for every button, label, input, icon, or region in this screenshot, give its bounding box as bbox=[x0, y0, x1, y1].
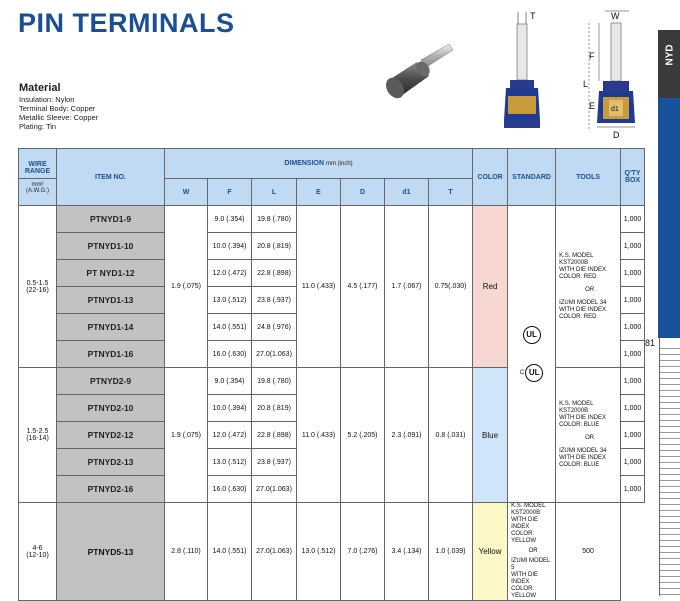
item-no: PTNYD2-16 bbox=[57, 476, 165, 503]
wire-range: 0.5-1.5 bbox=[26, 279, 49, 287]
dim-d: 4.5 (.177) bbox=[341, 206, 385, 368]
table-row bbox=[19, 503, 645, 601]
item-no: PTNYD1-14 bbox=[57, 314, 165, 341]
dim-d1: 2.3 (.091) bbox=[385, 368, 429, 503]
spec-table bbox=[18, 148, 645, 601]
material-line: Metallic Sleeve: Copper bbox=[19, 113, 99, 122]
item-no: PTNYD2-10 bbox=[57, 395, 165, 422]
dim-f: 12.0 (.472) bbox=[208, 422, 252, 449]
dim-e: 11.0 (.433) bbox=[297, 206, 341, 368]
item-no: PTNYD1-13 bbox=[57, 287, 165, 314]
side-tab-nyd bbox=[658, 30, 680, 98]
dim-l: 27.0(1.063) bbox=[252, 341, 297, 368]
page-ruler bbox=[660, 348, 680, 596]
item-no: PTNYD2-9 bbox=[57, 368, 165, 395]
item-no: PTNYD2-13 bbox=[57, 449, 165, 476]
ul-logo: UL bbox=[523, 326, 541, 344]
qty: 1,000 bbox=[621, 206, 645, 233]
page-number: 81 bbox=[645, 338, 656, 348]
dim-d-label: D bbox=[613, 130, 620, 140]
terminal-side-diagram bbox=[500, 8, 570, 133]
dim-d: 5.2 (.205) bbox=[341, 368, 385, 503]
dim-f: 13.0 (.512) bbox=[208, 449, 252, 476]
header-tools: TOOLS bbox=[556, 149, 621, 206]
cul-ul: UL bbox=[525, 364, 543, 382]
qty: 1,000 bbox=[621, 449, 645, 476]
dim-l: 23.8 (.937) bbox=[252, 449, 297, 476]
tools-cell: K.S. MODEL KST2000B WITH DIE INDEX COLOR: BLUE OR IZUMI MODEL 34 WITH DIE INDEX COLOR: BLUE bbox=[556, 368, 621, 503]
terminal-front-diagram bbox=[585, 5, 655, 140]
qty: 1,000 bbox=[621, 260, 645, 287]
dim-l: 19.8 (.780) bbox=[252, 206, 297, 233]
qty: 1,000 bbox=[621, 314, 645, 341]
header-color: COLOR bbox=[473, 149, 508, 206]
dim-e: 11.0 (.433) bbox=[297, 368, 341, 503]
dim-f: 13.0 (.512) bbox=[208, 287, 252, 314]
header-qty: Q'TY BOX bbox=[621, 149, 645, 206]
item-no: PTNYD1-9 bbox=[57, 206, 165, 233]
dim-l: 20.8 (.819) bbox=[252, 395, 297, 422]
item-no: PT NYD1-12 bbox=[57, 260, 165, 287]
table-row bbox=[19, 206, 645, 233]
dim-w: 2.8 (.110) bbox=[165, 503, 208, 601]
dim-t: 0.75(.030) bbox=[429, 206, 473, 368]
dim-e-label: E bbox=[589, 101, 596, 111]
dim-w: 1.9 (.075) bbox=[165, 206, 208, 368]
cul-logo bbox=[520, 364, 543, 382]
dim-l-label: L bbox=[583, 79, 589, 89]
material-info bbox=[19, 82, 98, 131]
dim-l: 27.0(1.063) bbox=[252, 503, 297, 601]
color-cell: Yellow bbox=[473, 503, 508, 601]
material-heading: Material bbox=[19, 82, 61, 94]
pin-terminal-image bbox=[383, 38, 463, 113]
material-line: Insulation: Nylon bbox=[19, 95, 75, 104]
item-no: PTNYD5-13 bbox=[57, 503, 165, 601]
dim-f-label: F bbox=[589, 51, 595, 61]
header-dimension-label: DIMENSION bbox=[284, 160, 325, 167]
side-color-bar bbox=[658, 98, 680, 338]
tools-cell: K.S. MODEL KST2000B WITH DIE INDEX COLOR: RED OR IZUMI MODEL 34 WITH DIE INDEX COLOR: RED bbox=[556, 206, 621, 368]
header-dimension-unit: mm (inch) bbox=[326, 161, 353, 167]
dim-l: 24.8 (.976) bbox=[252, 314, 297, 341]
tools-cell: K.S. MODEL KST2000B WITH DIE INDEX COLOR: YELLOW OR IZUMI MODEL 5 WITH DIE INDEX COLOR: YELLOW bbox=[508, 503, 556, 601]
header-wire-awg: (A.W.G.) bbox=[26, 187, 49, 194]
header-t: T bbox=[429, 179, 473, 206]
qty: 1,000 bbox=[621, 395, 645, 422]
qty: 500 bbox=[556, 503, 621, 601]
wire-range: 4-6 bbox=[32, 544, 43, 552]
dim-f: 16.0 (.630) bbox=[208, 476, 252, 503]
dim-d1-label: d1 bbox=[611, 106, 619, 113]
qty: 1,000 bbox=[621, 341, 645, 368]
qty: 1,000 bbox=[621, 287, 645, 314]
header-standard: STANDARD bbox=[508, 149, 556, 206]
dim-l: 20.8 (.819) bbox=[252, 233, 297, 260]
cul-c: C bbox=[519, 370, 525, 376]
dim-l: 19.8 (.780) bbox=[252, 368, 297, 395]
wire-range: 1.5-2.5 bbox=[26, 428, 49, 435]
standard-cell bbox=[508, 206, 556, 503]
dim-w: 1.9 (.075) bbox=[165, 368, 208, 503]
item-no: PTNYD1-16 bbox=[57, 341, 165, 368]
header-wire-range-label: WIRE RANGE bbox=[24, 160, 51, 175]
dim-d: 7.0 (.276) bbox=[341, 503, 385, 601]
header-f: F bbox=[208, 179, 252, 206]
page-title: PIN TERMINALS bbox=[18, 8, 235, 38]
dim-f: 9.0 (.354) bbox=[208, 368, 252, 395]
dim-f: 14.0 (.551) bbox=[208, 503, 252, 601]
wire-awg: (22-16) bbox=[26, 286, 49, 294]
wire-range-cell bbox=[19, 368, 57, 503]
dim-t: 1.0 (.039) bbox=[429, 503, 473, 601]
color-cell: Blue bbox=[473, 368, 508, 503]
dim-f: 12.0 (.472) bbox=[208, 260, 252, 287]
dim-l: 22.8 (.898) bbox=[252, 260, 297, 287]
dim-l: 27.0(1.063) bbox=[252, 476, 297, 503]
qty: 1,000 bbox=[621, 233, 645, 260]
dim-d1: 1.7 (.067) bbox=[385, 206, 429, 368]
wire-awg: (16-14) bbox=[26, 435, 49, 442]
qty: 1,000 bbox=[621, 476, 645, 503]
header-item-no: ITEM NO. bbox=[57, 149, 165, 206]
color-cell: Red bbox=[473, 206, 508, 368]
material-line: Plating: Tin bbox=[19, 122, 57, 131]
item-no: PTNYD1-10 bbox=[57, 233, 165, 260]
qty: 1,000 bbox=[621, 368, 645, 395]
dim-t-label: T bbox=[530, 11, 536, 21]
dim-l: 22.8 (.898) bbox=[252, 422, 297, 449]
item-no: PTNYD2-12 bbox=[57, 422, 165, 449]
wire-range-cell bbox=[19, 503, 57, 601]
header-l: L bbox=[252, 179, 297, 206]
dim-e: 13.0 (.512) bbox=[297, 503, 341, 601]
header-d: D bbox=[341, 179, 385, 206]
dim-d1: 3.4 (.134) bbox=[385, 503, 429, 601]
wire-awg: (12-10) bbox=[26, 551, 49, 559]
dim-l: 23.8 (.937) bbox=[252, 287, 297, 314]
dim-f: 10.0 (.394) bbox=[208, 395, 252, 422]
header-w: W bbox=[165, 179, 208, 206]
header-wire-range bbox=[19, 149, 57, 206]
header-e: E bbox=[297, 179, 341, 206]
wire-range-cell bbox=[19, 206, 57, 368]
dim-w-label: W bbox=[611, 11, 620, 21]
dim-f: 14.0 (.551) bbox=[208, 314, 252, 341]
dim-f: 9.0 (.354) bbox=[208, 206, 252, 233]
material-line: Terminal Body: Copper bbox=[19, 104, 96, 113]
dim-f: 16.0 (.630) bbox=[208, 341, 252, 368]
dim-f: 10.0 (.394) bbox=[208, 233, 252, 260]
header-dimension bbox=[165, 149, 473, 179]
header-d1: d1 bbox=[385, 179, 429, 206]
header-wire-unit: mm² bbox=[19, 178, 56, 188]
qty: 1,000 bbox=[621, 422, 645, 449]
dim-t: 0.8 (.031) bbox=[429, 368, 473, 503]
side-tab-label: NYD bbox=[664, 44, 676, 66]
